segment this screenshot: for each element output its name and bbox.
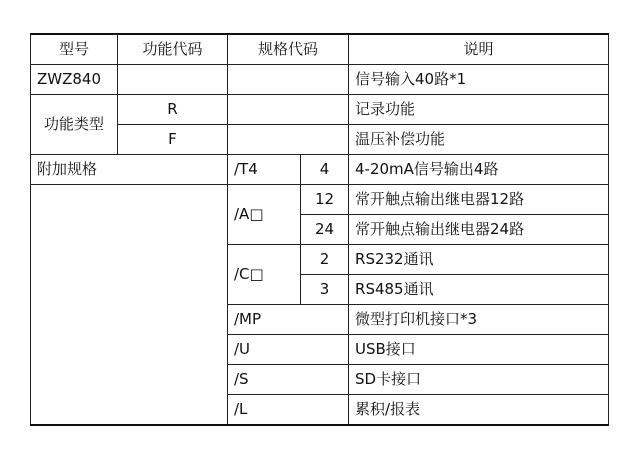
function-code-cell: F [118,125,228,155]
header-model: 型号 [31,34,118,65]
empty-cell [228,125,349,155]
spec-code-cell: /L [228,395,349,426]
table-row [31,95,609,125]
table-row [31,155,609,185]
spec-code-cell: /T4 [228,155,301,185]
additional-spec-label: 附加规格 [31,155,228,185]
header-spec-code: 规格代码 [228,34,349,65]
table-row [31,65,609,95]
function-type-label: 功能类型 [31,95,118,155]
empty-cell [118,65,228,95]
table-row [31,125,609,155]
spec-value-cell: 12 [301,185,349,215]
spec-value-cell: 2 [301,245,349,275]
spec-code-cell: /C□ [228,245,301,305]
description-cell: 信号输入40路*1 [349,65,609,95]
function-code-cell: R [118,95,228,125]
spec-value-cell: 4 [301,155,349,185]
description-cell: 累积/报表 [349,395,609,426]
header-row [31,34,609,65]
description-cell: USB接口 [349,335,609,365]
spec-code-cell: /MP [228,305,349,335]
header-function-code: 功能代码 [118,34,228,65]
table-row [31,185,609,215]
description-cell: 常开触点输出继电器24路 [349,215,609,245]
spec-code-cell: /A□ [228,185,301,245]
description-cell: 记录功能 [349,95,609,125]
description-cell: 微型打印机接口*3 [349,305,609,335]
spec-value-cell: 24 [301,215,349,245]
empty-cell [228,65,349,95]
empty-cell [31,185,228,426]
description-cell: SD卡接口 [349,365,609,395]
description-cell: RS485通讯 [349,275,609,305]
description-cell: RS232通讯 [349,245,609,275]
description-cell: 常开触点输出继电器12路 [349,185,609,215]
model-spec-table [30,33,609,426]
empty-cell [228,95,349,125]
header-description: 说明 [349,34,609,65]
spec-value-cell: 3 [301,275,349,305]
spec-code-cell: /S [228,365,349,395]
description-cell: 温压补偿功能 [349,125,609,155]
spec-code-cell: /U [228,335,349,365]
description-cell: 4-20mA信号输出4路 [349,155,609,185]
model-cell: ZWZ840 [31,65,118,95]
